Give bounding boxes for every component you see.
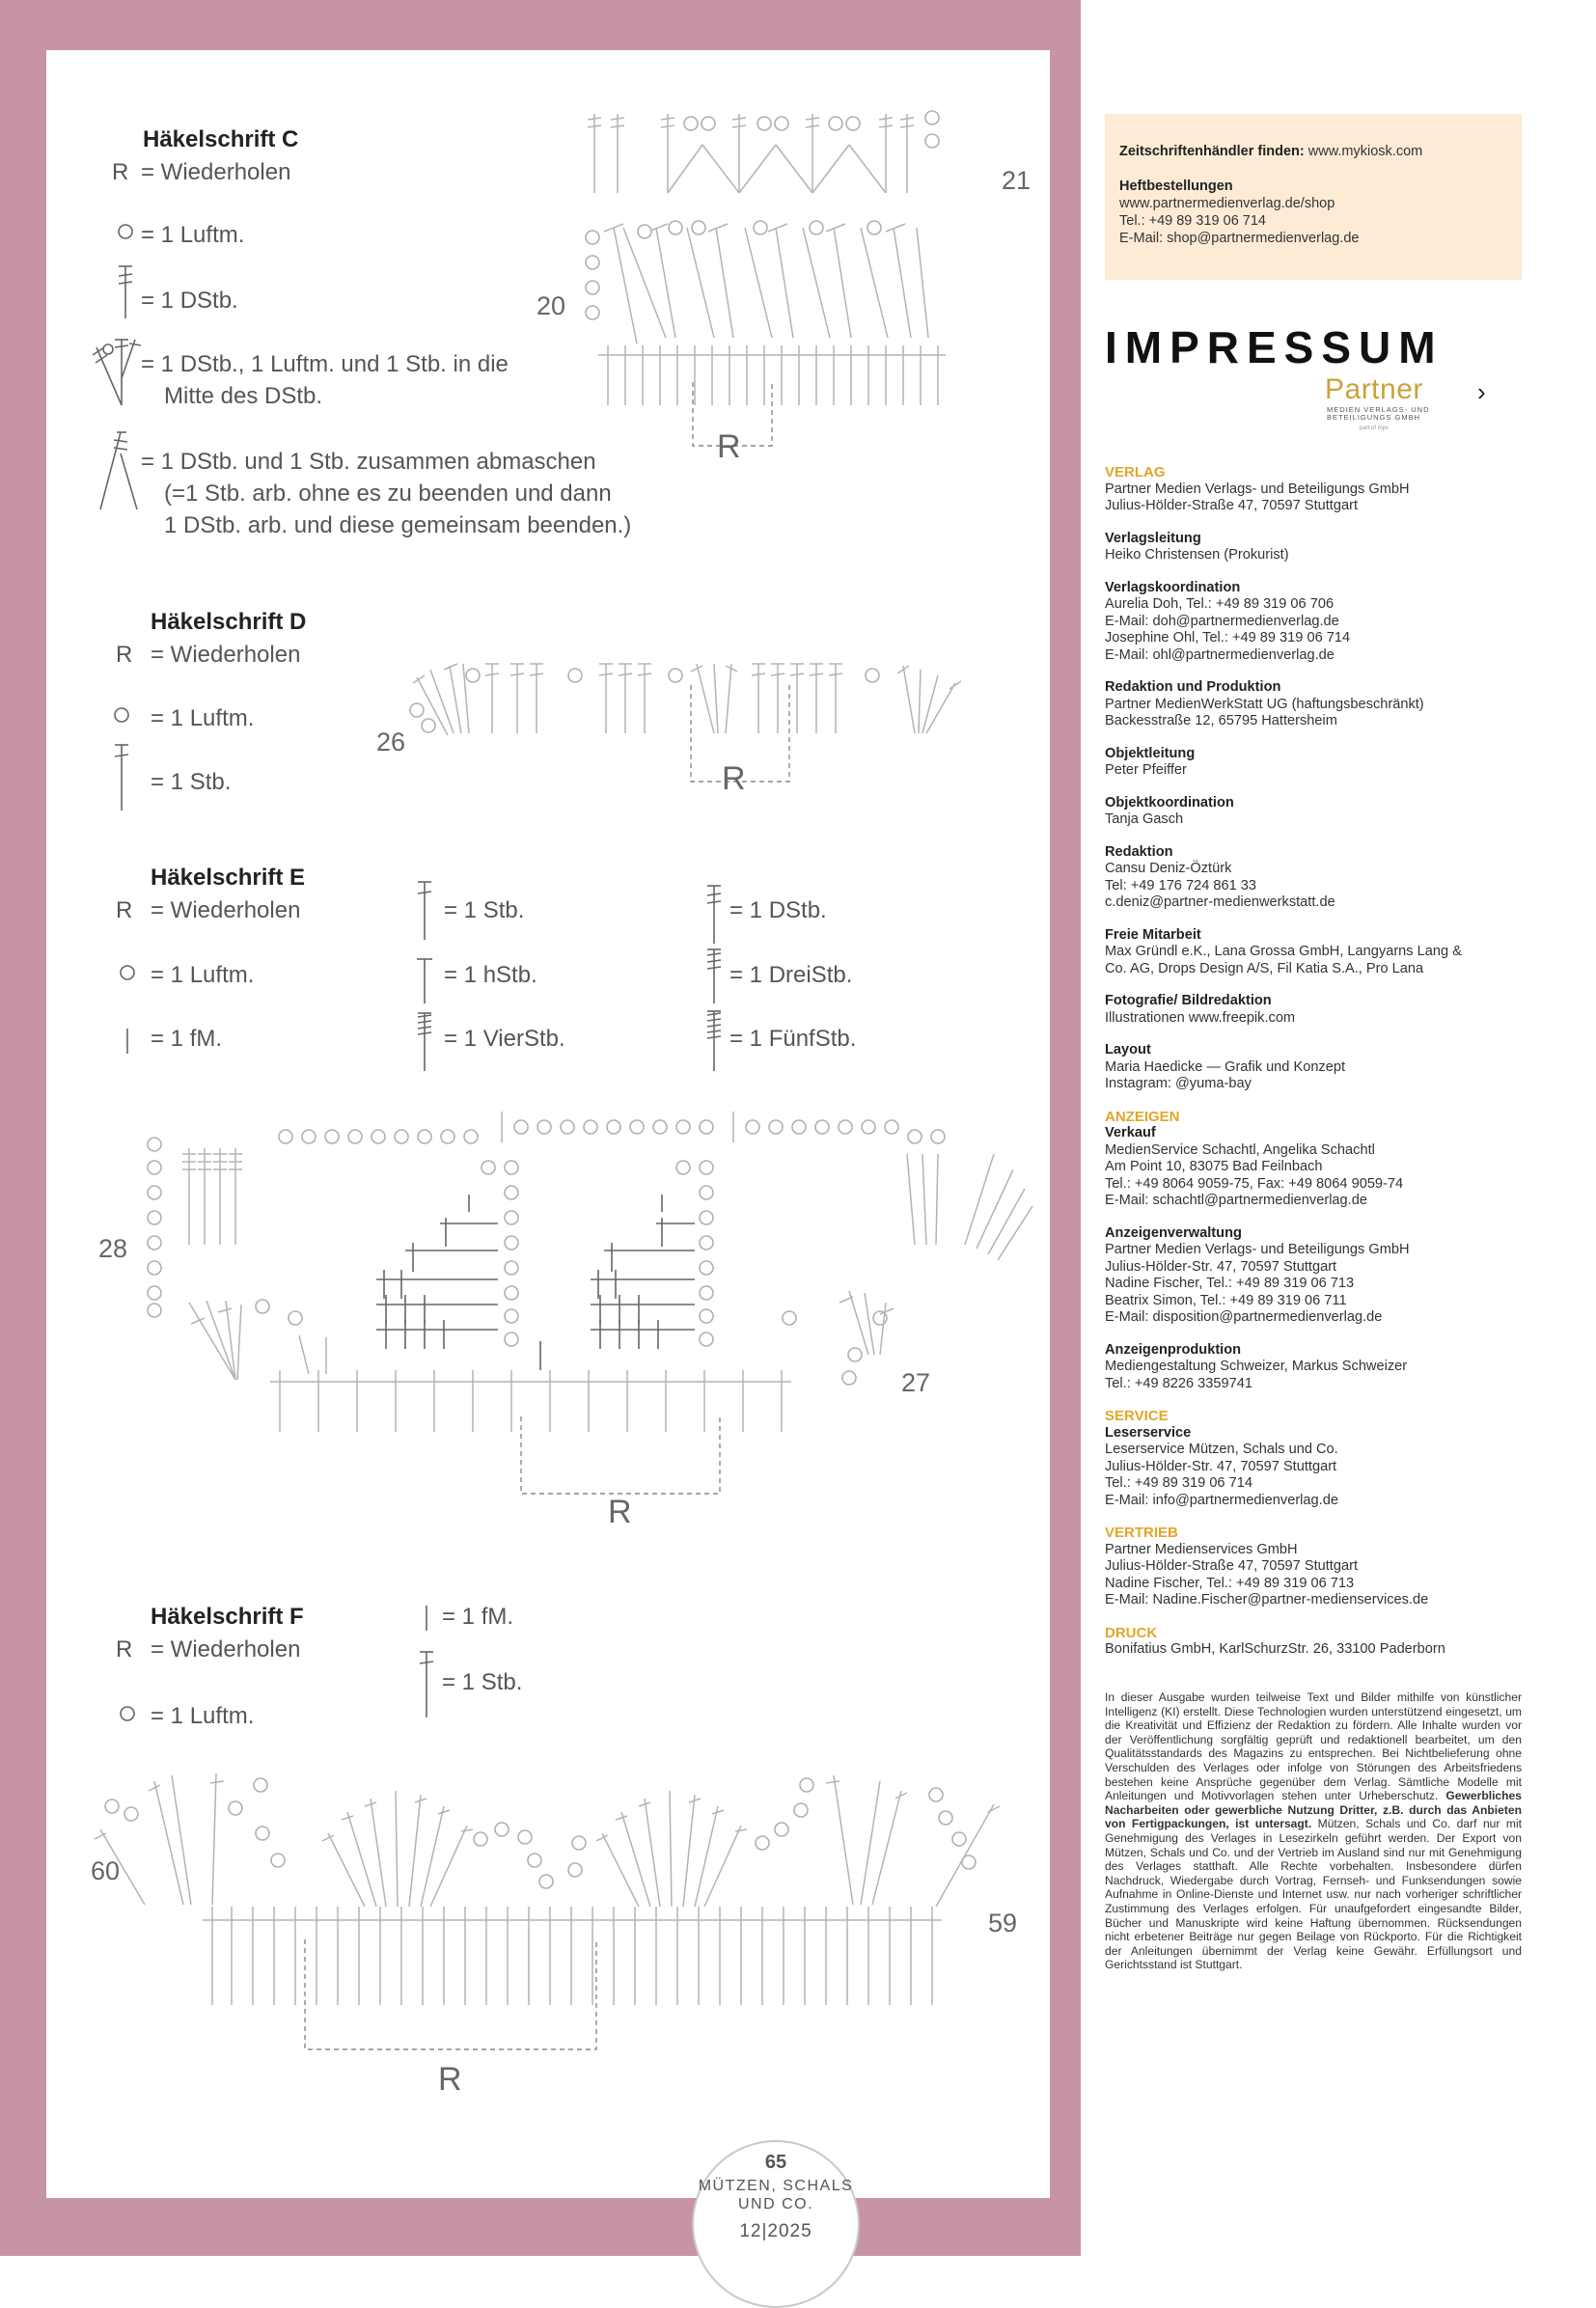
legend-d xyxy=(115,609,306,811)
ap-line1: Mediengestaltung Schweizer, Markus Schweizer xyxy=(1105,1359,1408,1374)
foto-line1: Illustrationen www.freepik.com xyxy=(1105,1009,1296,1026)
section-druck: DRUCK xyxy=(1105,1624,1158,1641)
heading-anzeigenverwaltung: Anzeigenverwaltung xyxy=(1105,1224,1242,1241)
legend-e-fm: = 1 fM. xyxy=(151,1026,223,1052)
legend-f-luftm: = 1 Luftm. xyxy=(151,1703,255,1729)
diagram-f-chains xyxy=(105,1778,976,1888)
diagram-d-row-start: 26 xyxy=(376,728,406,756)
diagram-c-row20 xyxy=(604,224,928,343)
diagram-e-top-stitches xyxy=(182,1112,733,1245)
heading-fotografie: Fotografie/ Bildredaktion xyxy=(1105,993,1272,1008)
dealer-link[interactable]: www.mykiosk.com xyxy=(1307,144,1423,159)
section-service: SERVICE xyxy=(1105,1408,1169,1424)
impressum-column xyxy=(1105,0,1549,2256)
vt-line2: Julius-Hölder-Straße 47, 70597 Stuttgart xyxy=(1105,1558,1359,1574)
legend-d-r-text: = Wiederholen xyxy=(151,642,301,668)
legend-c-luftm: = 1 Luftm. xyxy=(141,222,245,248)
diagram-e-top-chains xyxy=(148,1120,945,1317)
orders-tel: Tel.: +49 89 319 06 714 xyxy=(1119,213,1266,229)
impressum-title: IMPRESSUM xyxy=(1105,322,1444,372)
verlag-line2: Julius-Hölder-Straße 47, 70597 Stuttgart xyxy=(1105,498,1359,513)
heading-anzeigenproduktion: Anzeigenproduktion xyxy=(1105,1341,1242,1358)
orders-link[interactable]: www.partnermedienverlag.de/shop xyxy=(1119,196,1335,211)
heading-verlagsleitung: Verlagsleitung xyxy=(1105,530,1201,546)
verkauf-line4[interactable]: E-Mail: schachtl@partnermedienverlag.de xyxy=(1105,1193,1367,1208)
legend-f-fm: = 1 fM. xyxy=(442,1604,514,1630)
diagram-f-row-start: 60 xyxy=(91,1856,121,1885)
ls-line3: Tel.: +49 89 319 06 714 xyxy=(1105,1475,1252,1491)
legend-e-dstb: = 1 DStb. xyxy=(729,897,827,923)
orders-label: Heftbestellungen xyxy=(1119,179,1233,194)
legend-f-r-text: = Wiederholen xyxy=(151,1636,301,1662)
diagram-c-row21 xyxy=(588,114,914,193)
logo-sub2: BETEILIGUNGS GMBH xyxy=(1327,413,1421,422)
stb-symbol-icon xyxy=(115,745,128,811)
legend-d-luftm: = 1 Luftm. xyxy=(151,705,255,731)
legend-f-stb: = 1 Stb. xyxy=(442,1669,523,1695)
hstb-symbol-icon xyxy=(417,959,432,1003)
fm-line2: Co. AG, Drops Design A/S, Fil Katia S.A., Pro Lana xyxy=(1105,960,1424,976)
verkauf-line3: Tel.: +49 8064 9059-75, Fax: +49 8064 9059-74 xyxy=(1105,1175,1404,1192)
chevron-right-icon: › xyxy=(1477,377,1486,406)
chain-symbol-icon xyxy=(121,1707,134,1720)
dstb-symbol-icon xyxy=(707,886,721,944)
legend-d-title: Häkelschrift D xyxy=(151,609,307,635)
magazine-name-line2: UND CO. xyxy=(737,2196,814,2212)
legal-notice xyxy=(1105,1690,1522,1972)
av-line4: Beatrix Simon, Tel.: +49 89 319 06 711 xyxy=(1105,1292,1347,1308)
chain-symbol-icon xyxy=(121,966,134,979)
legend-e-r-text: = Wiederholen xyxy=(151,897,301,923)
diagram-f-row-end: 59 xyxy=(988,1909,1018,1937)
diagram-e-mid-stitches xyxy=(376,1195,695,1370)
orders-mail[interactable]: E-Mail: shop@partnermedienverlag.de xyxy=(1119,231,1360,246)
legend-d-stb: = 1 Stb. xyxy=(151,769,232,795)
legend-e-luftm: = 1 Luftm. xyxy=(151,962,255,988)
heading-layout: Layout xyxy=(1105,1042,1151,1058)
heading-leserservice: Leserservice xyxy=(1105,1424,1192,1441)
vk-line1: Aurelia Doh, Tel.: +49 89 319 06 706 xyxy=(1105,596,1335,612)
legend-f-title: Häkelschrift F xyxy=(151,1604,304,1630)
chain-symbol-icon xyxy=(119,225,132,238)
verlagsleitung-line1: Heiko Christensen (Prokurist) xyxy=(1105,547,1289,563)
legend-c-dstb: = 1 DStb. xyxy=(141,288,238,314)
ap-line2: Tel.: +49 8226 3359741 xyxy=(1105,1375,1252,1391)
diagram-c-repeat-label: R xyxy=(717,428,741,465)
legend-e-hstb: = 1 hStb. xyxy=(444,962,537,988)
legend-c-combo1-line1: = 1 DStb., 1 Luftm. und 1 Stb. in die xyxy=(141,351,509,377)
ok-line1: Tanja Gasch xyxy=(1105,811,1184,827)
legend-e-dreistb: = 1 DreiStb. xyxy=(729,962,853,988)
diagram-d xyxy=(376,664,961,797)
section-vertrieb: VERTRIEB xyxy=(1105,1525,1178,1541)
av-line2: Julius-Hölder-Str. 47, 70597 Stuttgart xyxy=(1105,1258,1337,1275)
legend-c-combo2-line1: = 1 DStb. und 1 Stb. zusammen abmaschen xyxy=(141,449,596,475)
av-line3: Nadine Fischer, Tel.: +49 89 319 06 713 xyxy=(1105,1276,1355,1291)
logo-tag: part of mpv xyxy=(1360,426,1390,431)
dealer-label: Zeitschriftenhändler finden: xyxy=(1119,144,1305,159)
fm-line1: Max Gründl e.K., Lana Grossa GmbH, Langyarns Lang & xyxy=(1105,944,1462,959)
section-anzeigen: ANZEIGEN xyxy=(1105,1108,1180,1125)
impressum-body xyxy=(1105,464,1529,1659)
vk-line4[interactable]: E-Mail: ohl@partnermedienverlag.de xyxy=(1105,646,1335,663)
dstb-symbol-icon xyxy=(119,266,132,318)
rp-line2: Backesstraße 12, 65795 Hattersheim xyxy=(1105,713,1337,728)
av-line5[interactable]: E-Mail: disposition@partnermedienverlag.de xyxy=(1105,1309,1383,1325)
legend-e-vierstb: = 1 VierStb. xyxy=(444,1026,565,1052)
verlag-line1: Partner Medien Verlags- und Beteiligungs GmbH xyxy=(1105,481,1410,497)
diagram-f xyxy=(91,1773,1017,2098)
av-line1: Partner Medien Verlags- und Beteiligungs GmbH xyxy=(1105,1242,1410,1257)
ls-line1: Leserservice Mützen, Schals und Co. xyxy=(1105,1442,1338,1457)
ls-line4[interactable]: E-Mail: info@partnermedienverlag.de xyxy=(1105,1492,1338,1508)
diagram-e-repeat-label: R xyxy=(608,1494,632,1530)
legend-e-stb: = 1 Stb. xyxy=(444,897,525,923)
diagram-e-row-start: 28 xyxy=(98,1234,128,1263)
legend-c-title: Häkelschrift C xyxy=(143,126,299,152)
page-number: 65 xyxy=(764,2152,787,2173)
diagram-c-row-start: 20 xyxy=(537,291,566,320)
diagram-e-repeat-bracket xyxy=(521,1416,720,1494)
chain-symbol-icon xyxy=(115,708,128,722)
logo-sub1: MEDIEN VERLAGS- UND xyxy=(1327,405,1430,414)
vt-line3: Nadine Fischer, Tel.: +49 89 319 06 713 xyxy=(1105,1575,1355,1591)
diagram-f-repeat-label: R xyxy=(438,2061,462,2098)
red-line1: Cansu Deniz-Öztürk xyxy=(1105,861,1232,876)
stb-symbol-icon xyxy=(418,882,431,940)
heading-verkauf: Verkauf xyxy=(1105,1125,1156,1140)
heading-redaktion: Redaktion xyxy=(1105,843,1173,860)
legend-c xyxy=(93,126,631,538)
legend-c-r-text: = Wiederholen xyxy=(141,159,291,185)
legend-e-title: Häkelschrift E xyxy=(151,865,306,891)
diagram-f-foundation xyxy=(203,1907,942,2005)
diagram-c-row-end: 21 xyxy=(1002,166,1032,195)
vierstb-symbol-icon xyxy=(418,1013,431,1071)
red-line3[interactable]: c.deniz@partner-medienwerkstatt.de xyxy=(1105,894,1335,910)
legend-d-r-key: R xyxy=(116,642,133,668)
heading-redaktion-produktion: Redaktion und Produktion xyxy=(1105,679,1281,695)
heading-freie-mitarbeit: Freie Mitarbeit xyxy=(1105,926,1201,943)
legend-c-combo2-line3: 1 DStb. arb. und diese gemeinsam beenden.) xyxy=(164,512,632,538)
diagram-e-row-end: 27 xyxy=(901,1368,931,1397)
logo-name: Partner xyxy=(1325,373,1423,405)
dreistb-symbol-icon xyxy=(707,949,721,1003)
verkauf-line1: MedienService Schachtl, Angelika Schachtl xyxy=(1105,1141,1375,1158)
legend-e-r-key: R xyxy=(116,897,133,923)
legend-c-combo2-line2: (=1 Stb. arb. ohne es zu beenden und dann xyxy=(164,481,612,507)
rp-line1: Partner MedienWerkStatt UG (haftungsbeschränkt) xyxy=(1105,696,1424,712)
section-verlag: VERLAG xyxy=(1105,464,1166,481)
heading-objektleitung: Objektleitung xyxy=(1105,745,1196,761)
vk-line2[interactable]: E-Mail: doh@partnermedienverlag.de xyxy=(1105,613,1339,629)
legal-text-bold: Gewerbliches Nacharbeiten oder gewerbliche Nutzung Dritter, z.B. durch das Anbieten von Fertigpackungen, ist untersagt. xyxy=(1105,1789,1522,1831)
page-footer-badge xyxy=(692,2140,860,2308)
legend-c-r-key: R xyxy=(112,159,129,185)
legend-c-combo1-line2: Mitte des DStb. xyxy=(164,383,323,409)
verkauf-line2: Am Point 10, 83075 Bad Feilnbach xyxy=(1105,1159,1323,1174)
diagram-c xyxy=(537,111,1031,465)
legend-e xyxy=(116,865,856,1071)
legal-text-1: In dieser Ausgabe wurden teilweise Text und Bilder mithilfe von künstlicher Intelligenz (KI) erstellt. Diese Technologien wurden unterstützend eingesetzt, um die Kreativität und Effizienz der Redaktion zu fördern. Alle Inhalte wurden vor der Veröffentlichung sorgfältig geprüft und redaktionell bearbeitet, um den Qualitätsstandards des Magazins zu entsprechen. Bei Nichtbelieferung ohne Verschulden des Verlages oder infolge von Störungen des Arbeitsfriedens bestehen keine Ansprüche gegenüber dem Verlag. Sämtliche Modelle mit Anleitungen und Motivvorlagen stehen unter Urheberschutz. xyxy=(1105,1690,1522,1803)
druck-line1: Bonifatius GmbH, KarlSchurzStr. 26, 33100 Paderborn xyxy=(1105,1641,1445,1657)
diagram-d-repeat-label: R xyxy=(722,760,746,797)
legend-f xyxy=(116,1604,522,1729)
vk-line3: Josephine Ohl, Tel.: +49 89 319 06 714 xyxy=(1105,630,1351,646)
heading-verlagskoordination: Verlagskoordination xyxy=(1105,579,1241,595)
diagram-e-foundation xyxy=(270,1370,791,1432)
diagram-e-mid-chains xyxy=(256,1161,887,1385)
dstb-chain-stb-symbol-icon xyxy=(93,340,141,405)
magazine-name-line1: MÜTZEN, SCHALS xyxy=(698,2178,854,2194)
diagram-f-repeat-bracket xyxy=(305,1939,596,2049)
ol-line1: Peter Pfeiffer xyxy=(1105,762,1187,778)
legal-text-2: Mützen, Schals und Co. darf nur mit Genehmigung des Verlages in Lesezirkeln geführt werden. Der Export von Mützen, Schals und Co. und der Vertrieb im Ausland sind nur mit Genehmigung des Verlages statthaft. Alle Rechte vorbehalten. Insbesondere dürfen Nachdruck, Wiedergabe durch Vortrag, Fernseh- und Funksendungen sowie Aufnahme in Online-Dienste und Internet usw. nur nach vorheriger schriftlicher Zustimmung des Verlages erfolgen. Für unaufgefordert eingesandte Bilder, Bücher und Manuskripte wird keine Haftung übernommen. Rücksendungen nicht erbetener Beiträge nur gegen Beilage von Rückporto. Für die Richtigkeit der Anleitungen übernimmt der Verlag keine Gewähr. Erfüllungsort und Gerichtsstand ist Stuttgart. xyxy=(1105,1817,1522,1972)
red-line2: Tel: +49 176 724 861 33 xyxy=(1105,877,1257,893)
vt-line4[interactable]: E-Mail: Nadine.Fischer@partner-medienservices.de xyxy=(1105,1592,1429,1607)
diagram-e-fans xyxy=(189,1154,1032,1380)
partner-logo xyxy=(1325,373,1499,441)
fuenfstb-symbol-icon xyxy=(707,1011,721,1071)
heading-objektkoordination: Objektkoordination xyxy=(1105,794,1234,811)
layout-line2: Instagram: @yuma-bay xyxy=(1105,1076,1252,1091)
vt-line1: Partner Medienservices GmbH xyxy=(1105,1541,1298,1557)
legend-e-fuenfstb: = 1 FünfStb. xyxy=(729,1026,857,1052)
ls-line2: Julius-Hölder-Str. 47, 70597 Stuttgart xyxy=(1105,1458,1337,1474)
contact-box xyxy=(1105,114,1522,280)
layout-line1: Maria Haedicke — Grafik und Konzept xyxy=(1105,1058,1346,1075)
legend-f-r-key: R xyxy=(116,1636,133,1662)
diagram-e xyxy=(98,1112,1032,1530)
stb-symbol-icon xyxy=(420,1652,433,1717)
issue-number: 12|2025 xyxy=(739,2221,812,2241)
dstb-stb-together-symbol-icon xyxy=(100,432,137,509)
